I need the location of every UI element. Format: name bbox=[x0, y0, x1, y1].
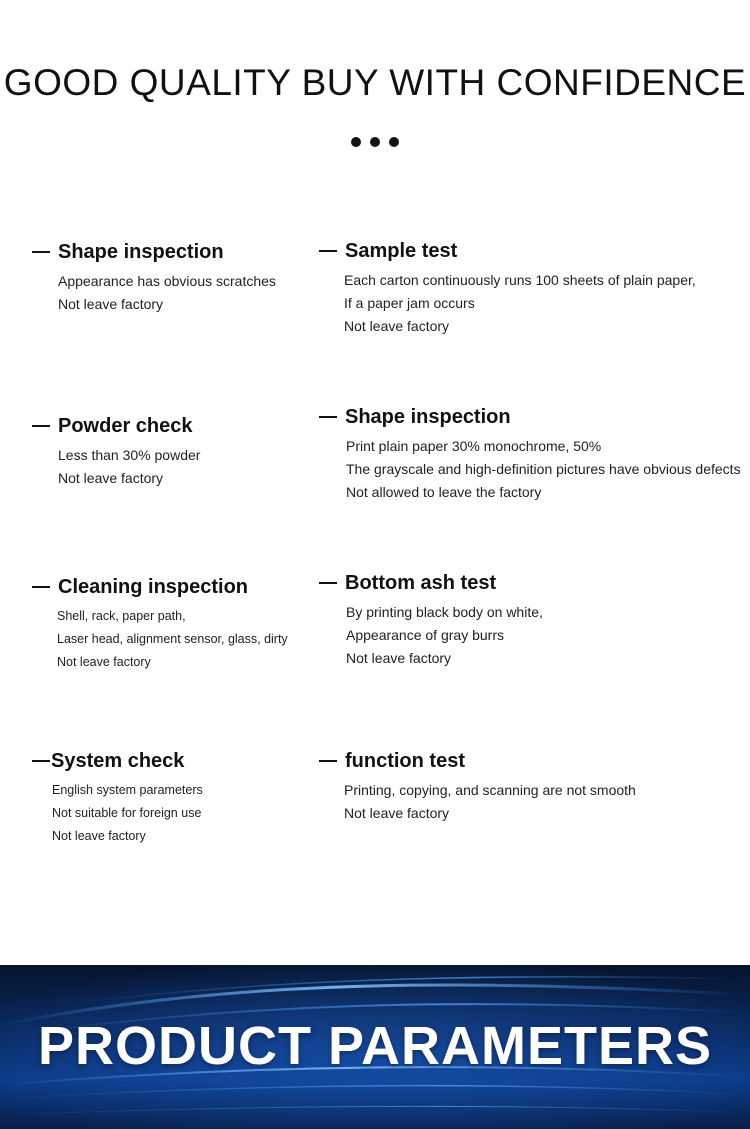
check-line: Printing, copying, and scanning are not smooth bbox=[344, 782, 636, 798]
check-line: Not allowed to leave the factory bbox=[346, 484, 542, 500]
check-line: English system parameters bbox=[52, 783, 203, 797]
check-line: Appearance has obvious scratches bbox=[58, 273, 276, 289]
check-function-test bbox=[319, 748, 636, 825]
check-shape-inspection-print bbox=[319, 404, 741, 504]
check-line: Shell, rack, paper path, bbox=[57, 609, 186, 623]
check-powder bbox=[32, 413, 200, 490]
dash-icon bbox=[32, 425, 50, 427]
dash-icon bbox=[319, 250, 337, 252]
check-line: Not leave factory bbox=[57, 655, 151, 669]
dot-icon bbox=[389, 137, 399, 147]
check-cleaning-inspection bbox=[32, 574, 288, 674]
check-line: Not leave factory bbox=[52, 829, 146, 843]
check-line: Not leave factory bbox=[58, 470, 164, 486]
check-line: The grayscale and high-definition pictures have obvious defects bbox=[346, 461, 741, 477]
check-title: Shape inspection bbox=[345, 405, 511, 428]
dash-icon bbox=[319, 582, 337, 584]
check-line: Not suitable for foreign use bbox=[52, 806, 202, 820]
check-title: Sample test bbox=[345, 239, 458, 262]
check-shape-inspection-appearance bbox=[32, 239, 276, 316]
check-title: Cleaning inspection bbox=[58, 575, 249, 598]
check-line: Laser head, alignment sensor, glass, dirty bbox=[57, 632, 288, 646]
check-line: Less than 30% powder bbox=[58, 447, 201, 463]
check-line: Print plain paper 30% monochrome, 50% bbox=[346, 438, 602, 454]
check-title: Shape inspection bbox=[58, 240, 224, 263]
dash-icon bbox=[319, 416, 337, 418]
dash-icon bbox=[32, 251, 50, 253]
dots-divider bbox=[0, 137, 750, 147]
dash-icon bbox=[319, 760, 337, 762]
check-line: Not leave factory bbox=[344, 318, 450, 334]
check-system bbox=[32, 748, 203, 848]
check-title: Powder check bbox=[58, 414, 193, 437]
dash-icon bbox=[32, 586, 50, 588]
check-title: function test bbox=[345, 749, 465, 772]
check-title: Bottom ash test bbox=[345, 571, 497, 594]
dot-icon bbox=[370, 137, 380, 147]
check-title: System check bbox=[51, 749, 185, 772]
banner-title: PRODUCT PARAMETERS bbox=[37, 1016, 712, 1076]
check-line: Not leave factory bbox=[58, 296, 164, 312]
check-line: Appearance of gray burrs bbox=[346, 627, 504, 643]
page-title: GOOD QUALITY BUY WITH CONFIDENCE bbox=[3, 62, 747, 103]
check-line: Not leave factory bbox=[346, 650, 452, 666]
check-line: Each carton continuously runs 100 sheets of plain paper, bbox=[344, 272, 696, 288]
check-line: Not leave factory bbox=[344, 805, 450, 821]
check-sample-test bbox=[319, 238, 696, 338]
dot-icon bbox=[351, 137, 361, 147]
check-line: By printing black body on white, bbox=[346, 604, 543, 620]
check-line: If a paper jam occurs bbox=[344, 295, 475, 311]
product-parameters-banner bbox=[0, 965, 750, 1129]
dash-icon bbox=[32, 760, 50, 762]
check-bottom-ash-test bbox=[319, 570, 543, 670]
